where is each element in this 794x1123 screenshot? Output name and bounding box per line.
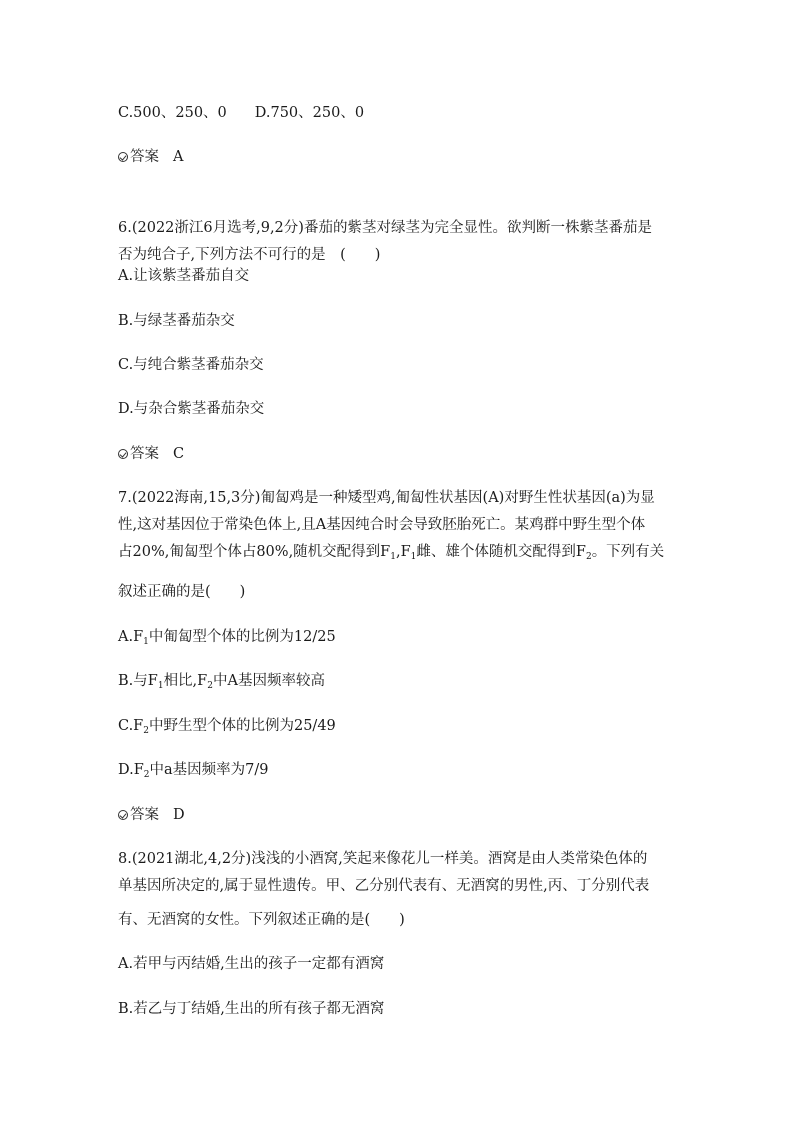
q7-option-b: B.与$F_1$相比$,F_2$中A基因频率较高 [118,673,325,691]
answer-value: C [173,446,185,462]
q7-answer [118,805,754,825]
q6-stem-line-2: 否为纯合子,下列方法不可行的是 ( ) [118,247,381,263]
q7-option-d: $D.F_2$中a基因频率为7/9 [118,762,269,780]
answer-value: D [173,807,185,823]
q6-option-d: D.与杂合紫茎番茄杂交 [118,401,265,417]
q5-option-d: D.750、250、0 [254,105,365,121]
q8-stem-line-3: 有、无酒窝的女性。下列叙述正确的是( ) [118,912,405,928]
q7-option-c: $C.F_2$中野生型个体的比例为25/49 [118,718,336,736]
q5-options-cd [118,103,754,123]
answer-check-icon [118,810,128,820]
q8-stem-line-1: 8.(2021湖北,4,2分)浅浅的小酒窝,笑起来像花儿一样美。酒窝是由人类常染色体的 [118,851,648,867]
answer-label: 答案 [130,149,159,165]
q7-stem-line-1: 7.(2022海南,15,3分)匍匐鸡是一种矮型鸡,匍匐性状基因(A)对野生性状基因(a)为显 [118,490,655,506]
q6-option-c: C.与纯合紫茎番茄杂交 [118,357,264,373]
q7-option-a: $A.F_1$中匍匐型个体的比例为12/25 [118,629,336,647]
q7-stem-line-3: 占20%,匍匐型个体占80%,随机交配得到$F_1,F_1$雌、雄个体随机交配得到$F_2$。下列有关 [118,544,665,562]
answer-value: A [173,149,184,165]
answer-check-icon [118,152,128,162]
q8-option-b: B.若乙与丁结婚,生出的所有孩子都无酒窝 [118,1001,385,1017]
answer-label: 答案 [130,807,159,823]
q6-option-a: A.让该紫茎番茄自交 [118,268,250,284]
q8-stem-line-2: 单基因所决定的,属于显性遗传。甲、乙分别代表有、无酒窝的男性,丙、丁分别代表 [118,878,650,894]
q6-option-b: B.与绿茎番茄杂交 [118,313,235,329]
q6-answer [118,444,754,464]
q7-stem-line-4: 叙述正确的是( ) [118,584,246,600]
q5-answer [118,147,754,167]
q6-stem-line-1: 6.(2022浙江6月选考,9,2分)番茄的紫茎对绿茎为完全显性。欲判断一株紫茎番茄是 [118,220,652,236]
answer-check-icon [118,449,128,459]
q7-stem-line-2: 性,这对基因位于常染色体上,且A基因纯合时会导致胚胎死亡。某鸡群中野生型个体 [118,517,646,533]
q8-option-a: A.若甲与丙结婚,生出的孩子一定都有酒窝 [118,956,385,972]
q5-option-c: C.500、250、0 [118,105,227,121]
answer-label: 答案 [130,446,159,462]
